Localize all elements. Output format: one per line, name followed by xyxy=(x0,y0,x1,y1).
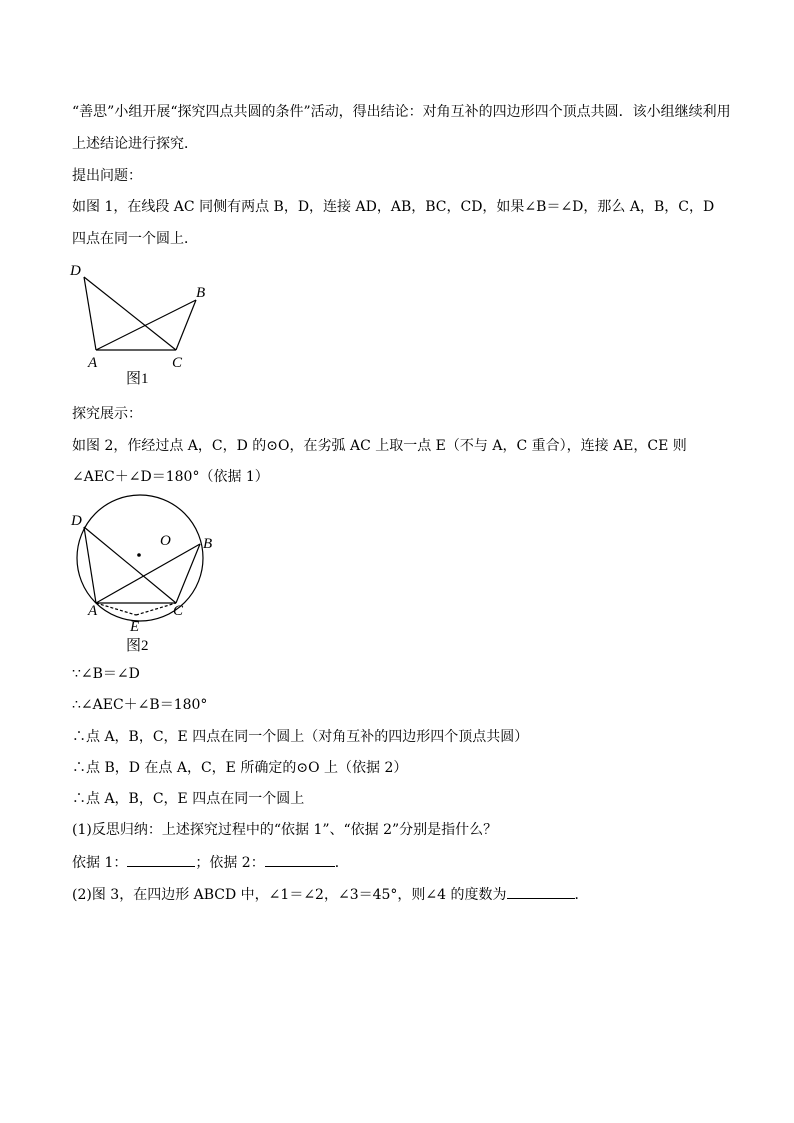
segment-ab xyxy=(96,300,196,350)
question-line-2: 四点在同一个圆上． xyxy=(72,231,198,247)
explore-line-1: 如图 2，作经过点 A，C，D 的⊙O，在劣弧 AC 上取一点 E（不与 A，C 重合），连接 AE，CE 则 xyxy=(72,438,687,454)
fig1-label-c: C xyxy=(172,355,183,371)
fig2-label-c: C xyxy=(173,603,184,619)
explore-line-2: ∠AEC＋∠D＝180°（依据 1） xyxy=(72,469,269,485)
intro-line-1: “善思”小组开展“探究四点共圆的条件”活动，得出结论：对角互补的四边形四个顶点共圆．该小组继续利用 xyxy=(72,104,731,120)
proof-line-4: ∴点 B，D 在点 A，C，E 所确定的⊙O 上（依据 2） xyxy=(72,760,408,776)
segment-cb xyxy=(176,300,196,350)
part1-label-1: 依据 1： xyxy=(72,855,128,871)
fig2-label-o: O xyxy=(160,533,171,549)
fig2-label-d: D xyxy=(71,513,82,529)
segment-ab xyxy=(96,544,200,603)
part1-label-2: ；依据 2： xyxy=(195,855,265,871)
segment-cb xyxy=(176,544,200,603)
question-line-1: 如图 1，在线段 AC 同侧有两点 B，D，连接 AD，AB，BC，CD，如果∠B＝∠D，那么 A，B，C，D xyxy=(72,199,715,215)
segment-dc xyxy=(84,277,176,350)
proof-line-5: ∴点 A，B，C，E 四点在同一个圆上 xyxy=(72,791,305,807)
fig1-label-b: B xyxy=(196,285,206,301)
segment-ae xyxy=(96,603,136,615)
question-heading: 提出问题： xyxy=(72,168,142,184)
part1-question: (1)反思归纳：上述探究过程中的“依据 1”、“依据 2”分别是指什么？ xyxy=(72,822,498,838)
fig1-label-d: D xyxy=(70,263,81,279)
center-point-o xyxy=(137,553,141,557)
part2-question: (2)图 3，在四边形 ABCD 中，∠1＝∠2，∠3＝45°，则∠4 的度数为 xyxy=(72,887,507,903)
fig2-label-a: A xyxy=(88,603,98,619)
figure-1 xyxy=(60,255,240,390)
segment-da xyxy=(84,277,96,350)
proof-line-2: ∴∠AEC＋∠B＝180° xyxy=(72,697,208,713)
fig2-label-b: B xyxy=(203,536,213,552)
answer-blank-3[interactable] xyxy=(507,884,575,899)
intro-line-2: 上述结论进行探究． xyxy=(72,136,198,152)
part2-line xyxy=(72,884,589,905)
part1-answer-line xyxy=(72,852,349,873)
answer-blank-2[interactable] xyxy=(265,852,335,867)
part2-suffix: ． xyxy=(574,887,589,903)
segment-da xyxy=(84,527,96,603)
fig2-caption: 图2 xyxy=(126,638,149,654)
fig1-label-a: A xyxy=(88,355,98,371)
part1-suffix: ． xyxy=(334,855,349,871)
figure-2 xyxy=(60,500,230,658)
answer-blank-1[interactable] xyxy=(127,852,195,867)
explore-heading: 探究展示： xyxy=(72,406,142,422)
proof-line-1: ∵∠B＝∠D xyxy=(72,666,140,682)
fig2-label-e: E xyxy=(130,619,140,635)
fig1-caption: 图1 xyxy=(126,371,149,387)
proof-line-3: ∴点 A，B，C，E 四点在同一个圆上（对角互补的四边形四个顶点共圆） xyxy=(72,729,529,745)
